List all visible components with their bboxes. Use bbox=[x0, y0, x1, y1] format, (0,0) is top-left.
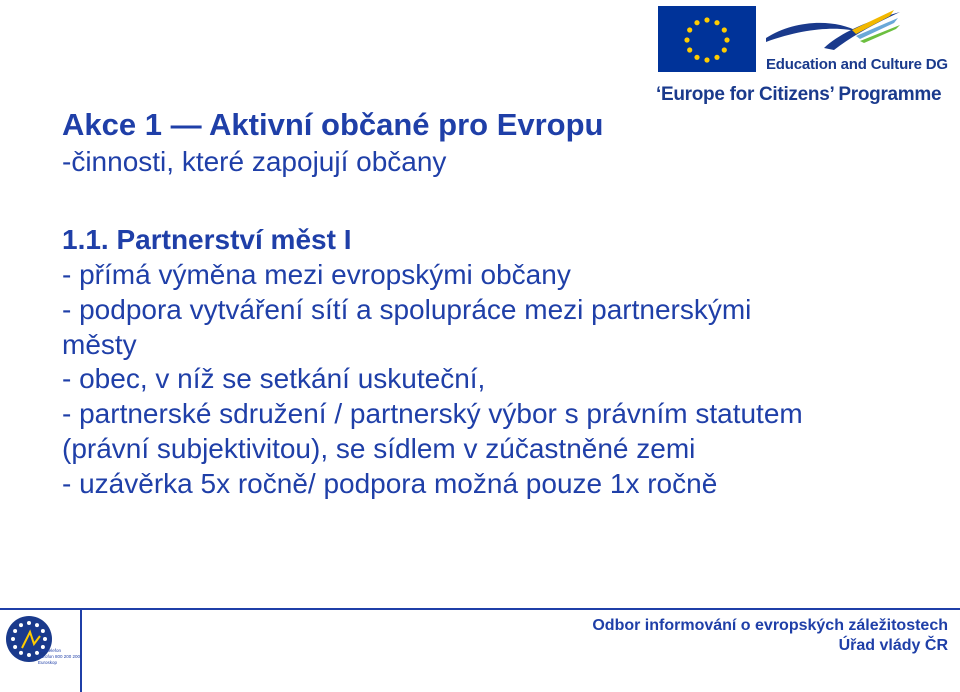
footer-logo-text: Eurotelefon bbox=[38, 648, 62, 653]
content-line: - podpora vytváření sítí a spolupráce mezi partnerskými bbox=[62, 293, 752, 325]
content-line: - přímá výměna mezi evropskými občany bbox=[62, 259, 571, 290]
dg-name: Education and Culture DG bbox=[766, 56, 948, 73]
programme-name: ‘Europe for Citizens’ Programme bbox=[656, 84, 942, 105]
footer-logo-text: Eurofon 800 200 200 bbox=[38, 654, 81, 659]
office-name: Odbor informování o evropských záležitostech bbox=[592, 617, 948, 634]
title-line-1: Akce 1 — Aktivní občané pro Evropu bbox=[62, 107, 604, 142]
content-line: (právní subjektivitou), se sídlem v zúčastněné zemi bbox=[62, 432, 696, 464]
footer-logo-caption bbox=[38, 648, 80, 666]
content-line: - partnerské sdružení / partnerský výbor s právním statutem bbox=[62, 398, 803, 430]
content-line: městy bbox=[62, 328, 137, 360]
content-line: - uzávěrka 5x ročně/ podpora možná pouze 1x ročně bbox=[62, 467, 718, 499]
content-heading: 1.1. Partnerství měst I bbox=[62, 224, 352, 255]
footer-divider bbox=[0, 608, 960, 610]
dg-swoosh-icon bbox=[764, 8, 904, 54]
footer-logo-text: Euroskop bbox=[38, 660, 58, 665]
eu-flag-icon bbox=[658, 6, 756, 72]
slide-title bbox=[62, 106, 604, 180]
office-organization: Úřad vlády ČR bbox=[838, 637, 948, 654]
footer-office bbox=[592, 616, 948, 656]
content-line: - obec, v níž se setkání uskuteční, bbox=[62, 363, 486, 395]
slide-content bbox=[62, 222, 803, 502]
footer-logo-divider bbox=[80, 610, 82, 692]
title-line-2: -činnosti, které zapojují občany bbox=[62, 146, 447, 177]
